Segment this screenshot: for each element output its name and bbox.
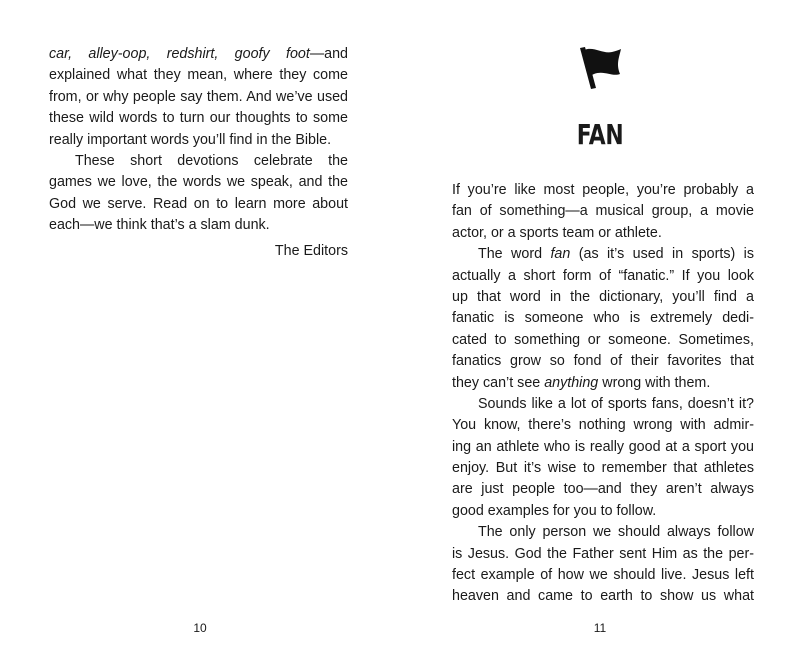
text-line bbox=[452, 479, 754, 500]
text-segment: these wild words to turn our thoughts to some bbox=[49, 110, 348, 127]
text-line bbox=[452, 437, 754, 458]
text-segment: cated to something or someone. Sometimes, bbox=[452, 331, 754, 348]
text-line bbox=[452, 544, 754, 565]
text-line bbox=[452, 351, 754, 372]
flag-icon bbox=[576, 44, 624, 92]
text-line bbox=[452, 415, 754, 436]
text-line bbox=[49, 65, 348, 86]
text-line bbox=[49, 108, 348, 129]
italic-text: car, alley-oop, redshirt, goofy foot bbox=[49, 46, 310, 62]
left-page-body bbox=[49, 44, 348, 262]
text-line bbox=[452, 244, 754, 265]
text-line bbox=[452, 330, 754, 351]
text-segment: God we serve. Read on to learn more about bbox=[49, 195, 348, 212]
page-number-left: 10 bbox=[193, 621, 207, 635]
signature: The Editors bbox=[274, 242, 348, 259]
text-segment: fect example of how we should live. Jesus left bbox=[452, 567, 754, 584]
text-line bbox=[452, 180, 754, 201]
text-segment: If you’re like most people, you’re probably a bbox=[452, 182, 754, 198]
text-segment: good examples for you to follow. bbox=[452, 502, 657, 519]
text-segment: from, or why people say them. And we’ve used bbox=[49, 88, 348, 105]
text-segment: fanatics grow so fond of their favorites that bbox=[452, 353, 754, 370]
text-line bbox=[452, 522, 754, 543]
text-segment: ing an athlete who is really good at a sport you bbox=[452, 438, 754, 455]
text-line bbox=[49, 87, 348, 108]
text-line bbox=[452, 266, 754, 287]
text-segment: actually a short form of “fanatic.” If you look bbox=[452, 267, 754, 284]
text-line bbox=[49, 44, 348, 65]
italic-text: fan bbox=[550, 246, 571, 263]
text-segment: really important words you’ll find in the Bible. bbox=[49, 131, 332, 148]
text-segment: wrong with them. bbox=[598, 374, 711, 391]
text-segment: each—we think that’s a slam dunk. bbox=[49, 217, 270, 234]
text-line bbox=[452, 201, 754, 222]
text-line bbox=[49, 172, 348, 193]
text-segment: games we love, the words we speak, and the bbox=[49, 174, 348, 191]
text-segment: heaven and came to earth to show us what bbox=[452, 588, 754, 605]
text-segment: The word bbox=[478, 246, 551, 263]
text-segment: enjoy. But it’s wise to remember that athletes bbox=[452, 460, 754, 477]
text-segment: up that word in the dictionary, you’ll find a bbox=[452, 288, 754, 305]
text-segment: is Jesus. God the Father sent Him as the per- bbox=[452, 545, 754, 562]
text-segment: (as it’s used in sports) is bbox=[570, 246, 754, 263]
text-line bbox=[452, 394, 754, 415]
chapter-title: FAN bbox=[576, 118, 624, 151]
text-segment: are just people too—and they aren’t always bbox=[452, 481, 754, 498]
text-segment: —and bbox=[309, 46, 348, 62]
text-line bbox=[452, 586, 754, 607]
text-line bbox=[452, 287, 754, 308]
text-segment: fanatic is someone who is extremely dedi- bbox=[452, 310, 754, 327]
text-line bbox=[49, 194, 348, 215]
text-segment: they can’t see bbox=[452, 374, 545, 391]
text-segment: These short devotions celebrate the bbox=[75, 152, 348, 169]
right-page bbox=[400, 0, 800, 657]
text-segment: The only person we should always follow bbox=[478, 524, 754, 541]
page-number-right: 11 bbox=[593, 621, 607, 635]
text-segment: Sounds like a lot of sports fans, doesn’t it? bbox=[478, 395, 754, 412]
text-line bbox=[452, 458, 754, 479]
text-line bbox=[49, 151, 348, 172]
text-segment: explained what they mean, where they come bbox=[49, 67, 348, 84]
italic-text: anything bbox=[544, 374, 599, 391]
text-line bbox=[49, 215, 348, 236]
text-segment: fan of something—a musical group, a movie bbox=[452, 203, 754, 220]
right-page-body bbox=[452, 180, 754, 608]
text-line bbox=[452, 565, 754, 586]
text-segment: You know, there’s nothing wrong with admir- bbox=[452, 417, 754, 434]
text-line bbox=[452, 373, 754, 394]
text-segment: actor, or a sports team or athlete. bbox=[452, 224, 662, 241]
text-line bbox=[452, 308, 754, 329]
text-line bbox=[452, 223, 754, 244]
text-line bbox=[49, 130, 348, 151]
text-line bbox=[452, 501, 754, 522]
